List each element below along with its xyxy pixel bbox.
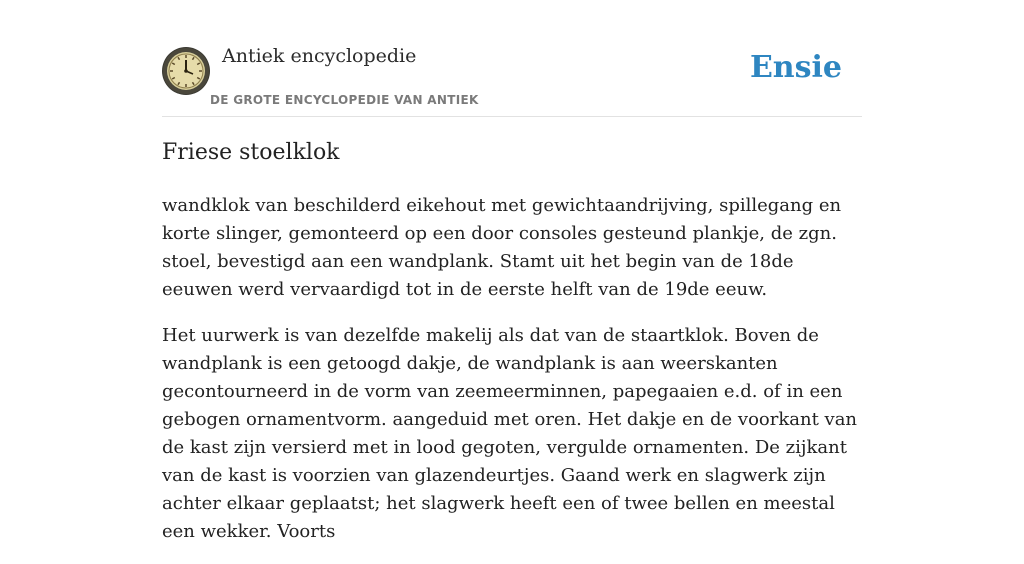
antique-clock-icon[interactable] (162, 47, 210, 95)
article-body (162, 192, 862, 564)
site-header (162, 0, 862, 117)
article-paragraph: Het uurwerk is van dezelfde makelij als dat van de staartklok. Boven de wandplank is een getoogd dakje, de wandplank is aan weerskanten gecontourneerd in de vorm van zeemeerminnen, papegaaien e.d. of in een gebogen ornamentvorm. aangeduid met oren. Het dakje en de voorkant van de kast zijn versierd met in lood gegoten, vergulde ornamenten. De zijkant van de kast is voorzien van glazendeurtjes. Gaand werk en slagwerk zijn achter elkaar geplaatst; het slagwerk heeft een of twee bellen en meestal een wekker. Voorts (162, 325, 858, 542)
ensie-brand-link[interactable]: Ensie (749, 50, 842, 85)
article-title: Friese stoelklok (162, 140, 340, 165)
site-title[interactable]: Antiek encyclopedie (222, 45, 417, 67)
site-subtitle: DE GROTE ENCYCLOPEDIE VAN ANTIEK (210, 93, 479, 107)
article-paragraph: wandklok van beschilderd eikehout met gewichtaandrijving, spillegang en korte slinger, gemonteerd op een door consoles gesteund plankje, de zgn. stoel, bevestigd aan een wandplank. Stamt uit het begin van de 18de eeuwen werd vervaardigd tot in de eerste helft van de 19de eeuw. (162, 195, 842, 300)
